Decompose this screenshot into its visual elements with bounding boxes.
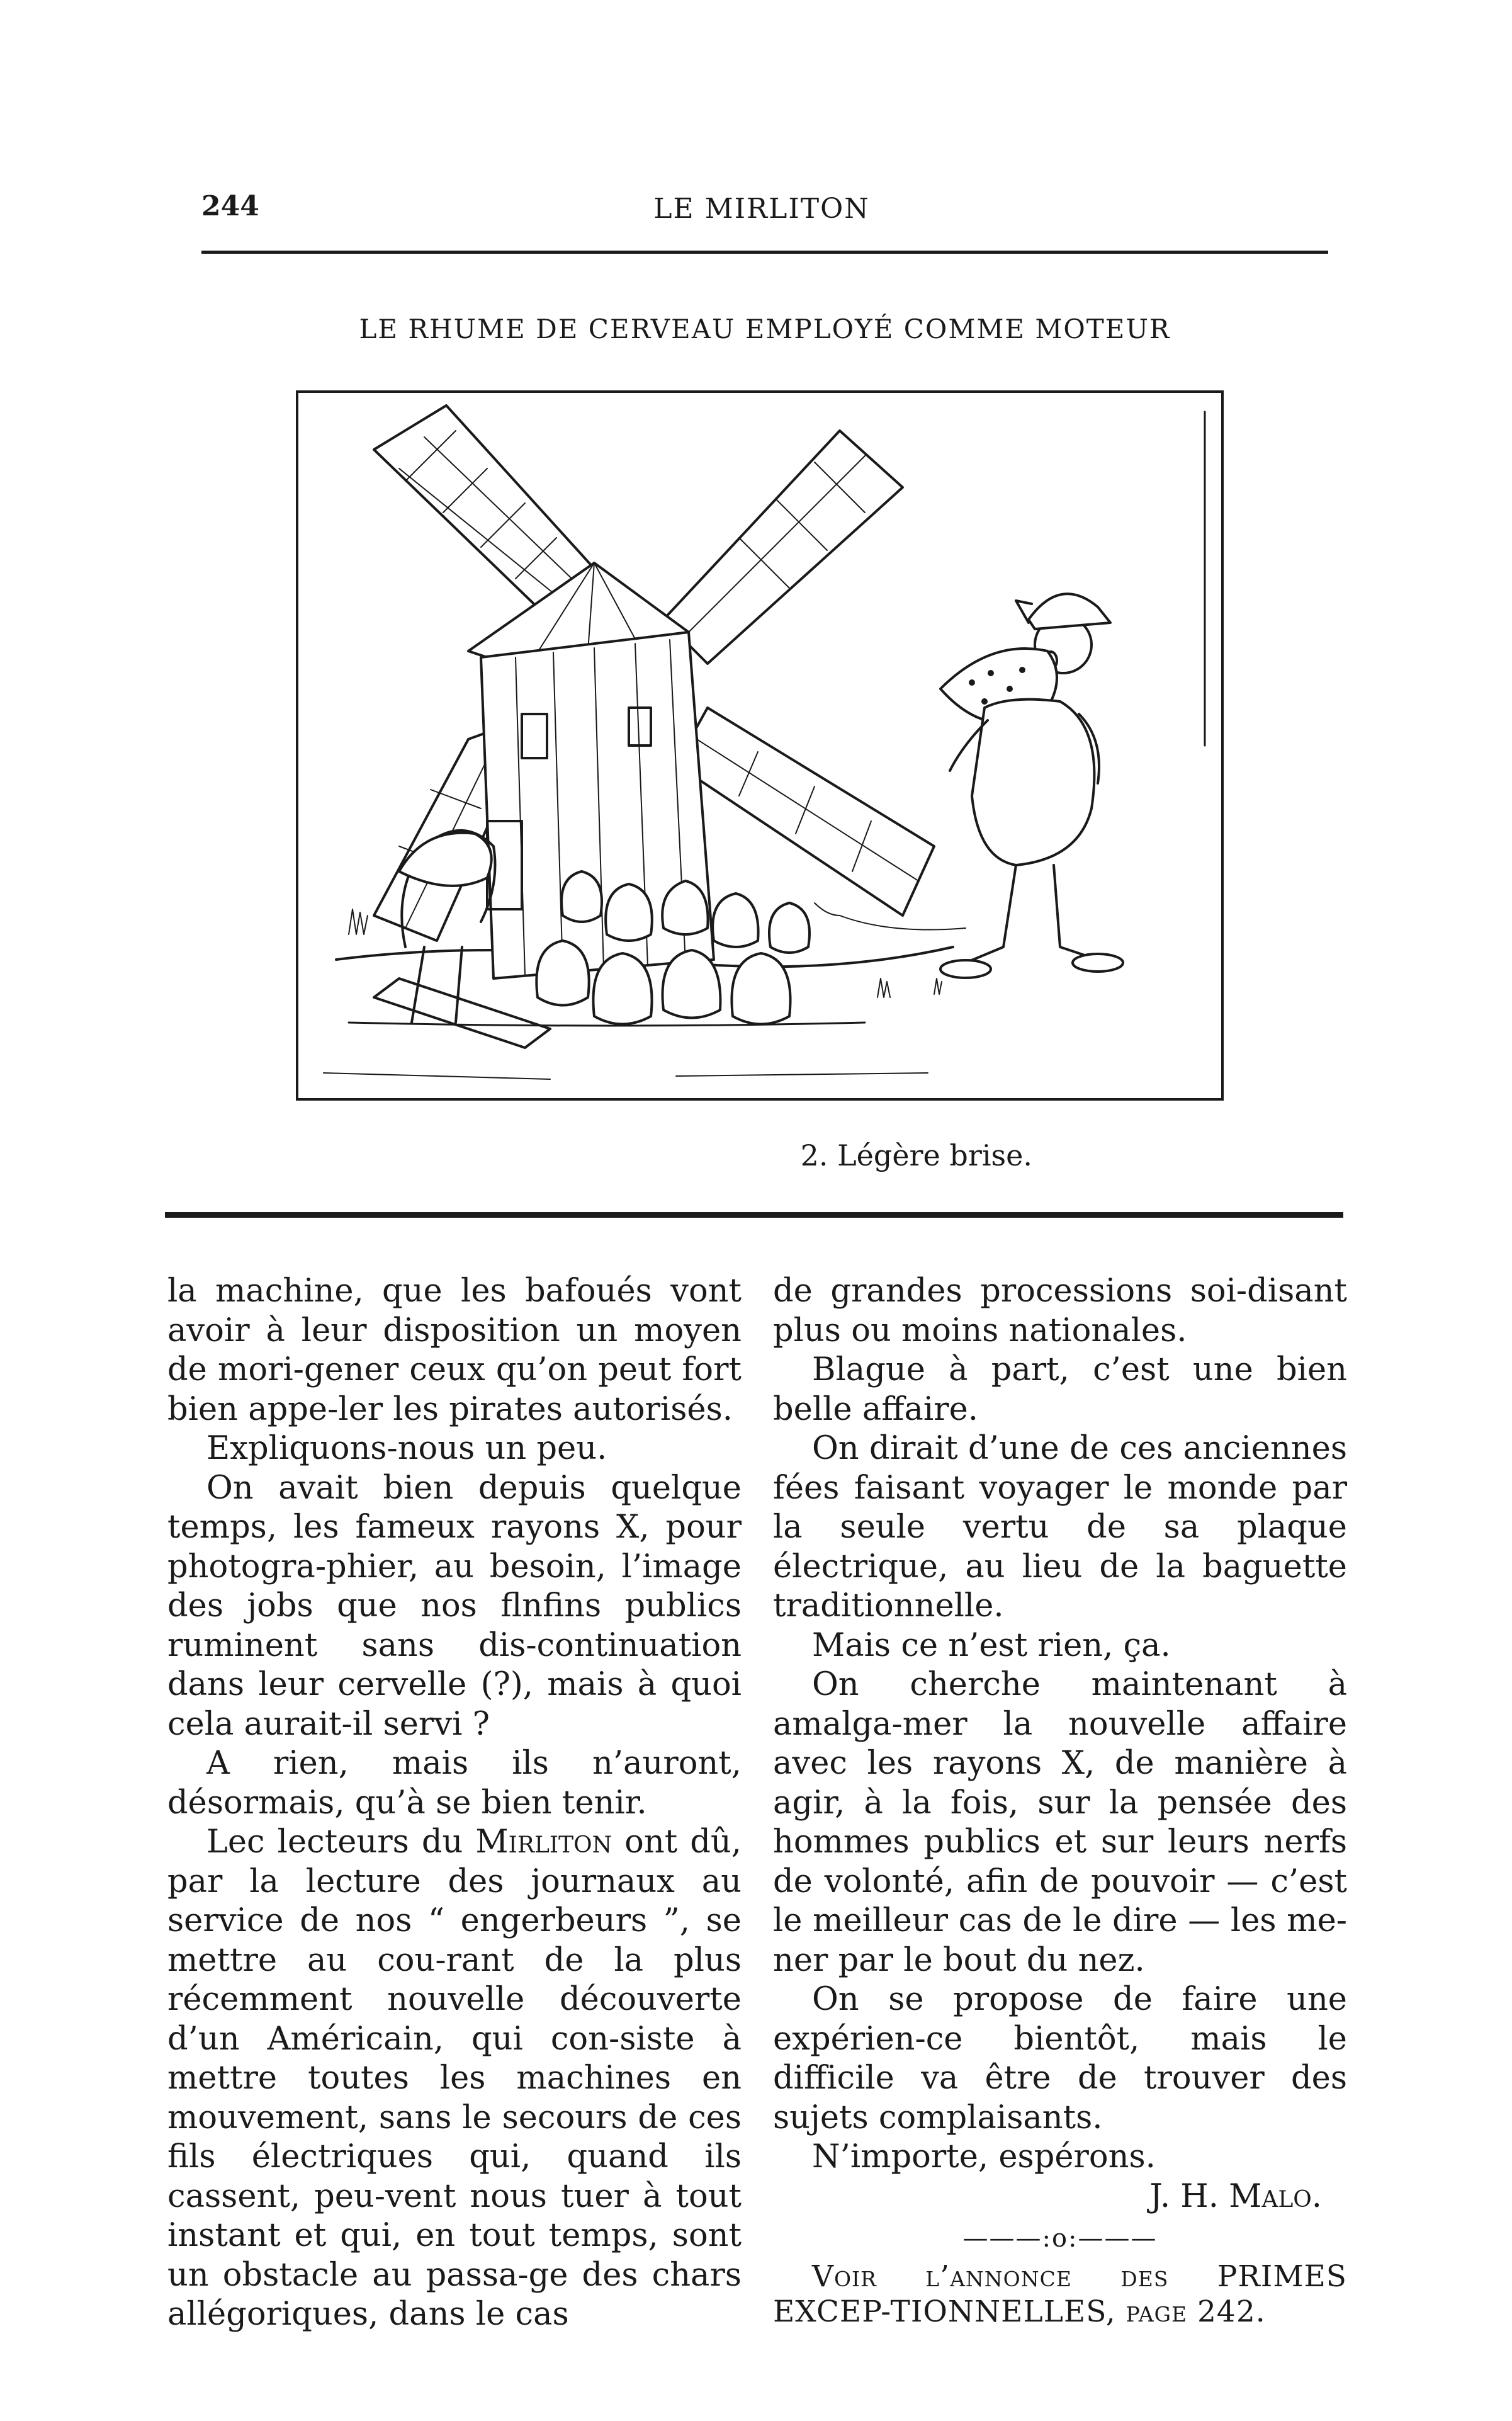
notice-text: PRIMES EXCEP-TIONNELLES,: [773, 2259, 1347, 2329]
paragraph: Expliquons-nous un peu.: [206, 1430, 607, 1467]
journal-name: Mirliton: [475, 1823, 612, 1861]
header-rule: [201, 251, 1328, 254]
paragraph: Blague à part, c’est une bien belle affaire.: [773, 1351, 1347, 1428]
text-column-left: [167, 1272, 742, 2335]
paragraph-text: ont dû, par la lecture des journaux au service de nos “ engerbeurs ”, se mettre au cou-rant de la plus récemment nouvelle découverte d’un Américain, qui con-siste à mettre toutes les machines en mouvement, sans le secours de ces fils électriques qui, quand ils cassent, peu-vent nous tuer à tout instant et qui, en tout temps, sont un obstacle au passa-ge des chars allégoriques, dans le cas: [167, 1823, 742, 2333]
author-signature: J. H. Malo.: [1149, 2177, 1322, 2215]
premium-notice: [773, 2259, 1347, 2330]
paragraph: On se propose de faire une expérien-ce bientôt, mais le difficile va être de trouver des sujets complaisants.: [773, 1981, 1347, 2136]
paragraph: Mais ce n’est rien, ça.: [812, 1626, 1171, 1664]
text-column-right: [773, 1272, 1347, 2330]
notice-text: page: [1126, 2294, 1198, 2329]
running-title: LE MIRLITON: [653, 193, 870, 225]
paragraph: A rien, mais ils n’auront, désormais, qu’à se bien tenir.: [167, 1745, 742, 1822]
paragraph: On cherche maintenant à amalga-mer la nouvelle affaire avec les rayons X, de manière à agir, à la fois, sur la pensée des hommes publics et sur leurs nerfs de volonté, afin de pouvoir — c’est le meilleur cas de le dire — les me-ner par le bout du nez.: [773, 1666, 1347, 1979]
windmill-illustration: [296, 390, 1224, 1101]
windmill-drawing: [298, 393, 1221, 1098]
paragraph: de grandes processions soi-disant plus ou moins nationales.: [773, 1273, 1347, 1349]
notice-page-number: 242.: [1197, 2294, 1266, 2329]
illustration-title: LE RHUME DE CERVEAU EMPLOYÉ COMME MOTEUR: [359, 314, 1171, 344]
page-number: 244: [201, 190, 259, 222]
paragraph: [167, 1823, 742, 2335]
paragraph: On dirait d’une de ces anciennes fées faisant voyager le monde par la seule vertu de sa plaque électrique, au lieu de la baguette traditionnelle.: [773, 1430, 1347, 1624]
paragraph-text: Lec lecteurs du: [206, 1823, 476, 1861]
paragraph: la machine, que les bafoués vont avoir à leur disposition un moyen de mori-gener ceux qu’on peut fort bien appe-ler les pirates autorisés.: [167, 1273, 742, 1428]
ornament-divider: ———:o:———: [962, 2224, 1158, 2253]
notice-text: Voir l’annonce des: [812, 2259, 1217, 2294]
paragraph: On avait bien depuis quelque temps, les fameux rayons X, pour photogra-phier, au besoin, l’image des jobs que nos flnfins publics ruminent sans dis-continuation dans leur cervelle (?), mais à quoi cela aurait-il servi ?: [167, 1469, 742, 1743]
paragraph: N’importe, espérons.: [812, 2138, 1156, 2175]
illustration-caption: 2. Légère brise.: [800, 1138, 1032, 1172]
page-header: [201, 190, 1322, 234]
section-rule: [165, 1212, 1343, 1218]
